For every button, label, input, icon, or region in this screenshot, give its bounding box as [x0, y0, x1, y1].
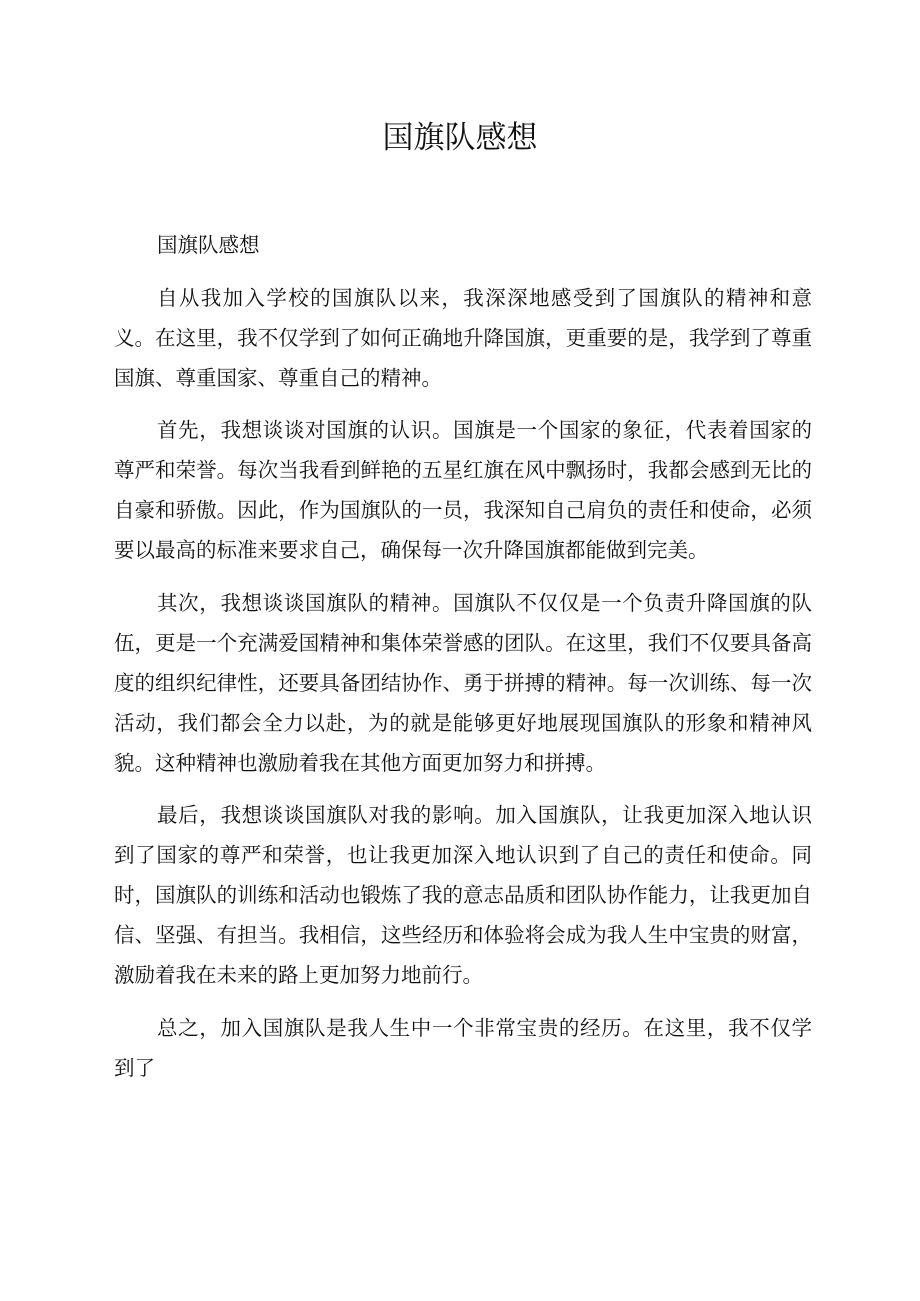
document-title: 国旗队感想 — [382, 120, 538, 156]
paragraph: 自从我加入学校的国旗队以来，我深深地感受到了国旗队的精神和意义。在这里，我不仅学到了如何正确地升降国旗，更重要的是，我学到了尊重国旗、尊重国家、尊重自己的精神。 — [114, 285, 812, 390]
document-subtitle: 国旗队感想 — [157, 233, 260, 257]
paragraph: 最后，我想谈谈国旗队对我的影响。加入国旗队，让我更加深入地认识到了国家的尊严和荣誉，也让我更加深入地认识到了自己的责任和使命。同时，国旗队的训练和活动也锻炼了我的意志品质和团队协作能力，让我更加自信、坚强、有担当。我相信，这些经历和体验将会成为我人生中宝贵的财富，激励着我在未来的路上更加努力地前行。 — [114, 803, 812, 987]
paragraph: 其次，我想谈谈国旗队的精神。国旗队不仅仅是一个负责升降国旗的队伍，更是一个充满爱国精神和集体荣誉感的团队。在这里，我们不仅要具备高度的组织纪律性，还要具备团结协作、勇于拼搏的精神。每一次训练、每一次活动，我们都会全力以赴，为的就是能够更好地展现国旗队的形象和精神风貌。这种精神也激励着我在其他方面更加努力和拼搏。 — [114, 590, 812, 775]
paragraph: 首先，我想谈谈对国旗的认识。国旗是一个国家的象征，代表着国家的尊严和荣誉。每次当我看到鲜艳的五星红旗在风中飘扬时，我都会感到无比的自豪和骄傲。因此，作为国旗队的一员，我深知自己肩负的责任和使命，必须要以最高的标准来要求自己，确保每一次升降国旗都能做到完美。 — [114, 418, 812, 562]
paragraph: 总之，加入国旗队是我人生中一个非常宝贵的经历。在这里，我不仅学到了 — [114, 1015, 812, 1080]
document-body — [114, 225, 812, 1100]
